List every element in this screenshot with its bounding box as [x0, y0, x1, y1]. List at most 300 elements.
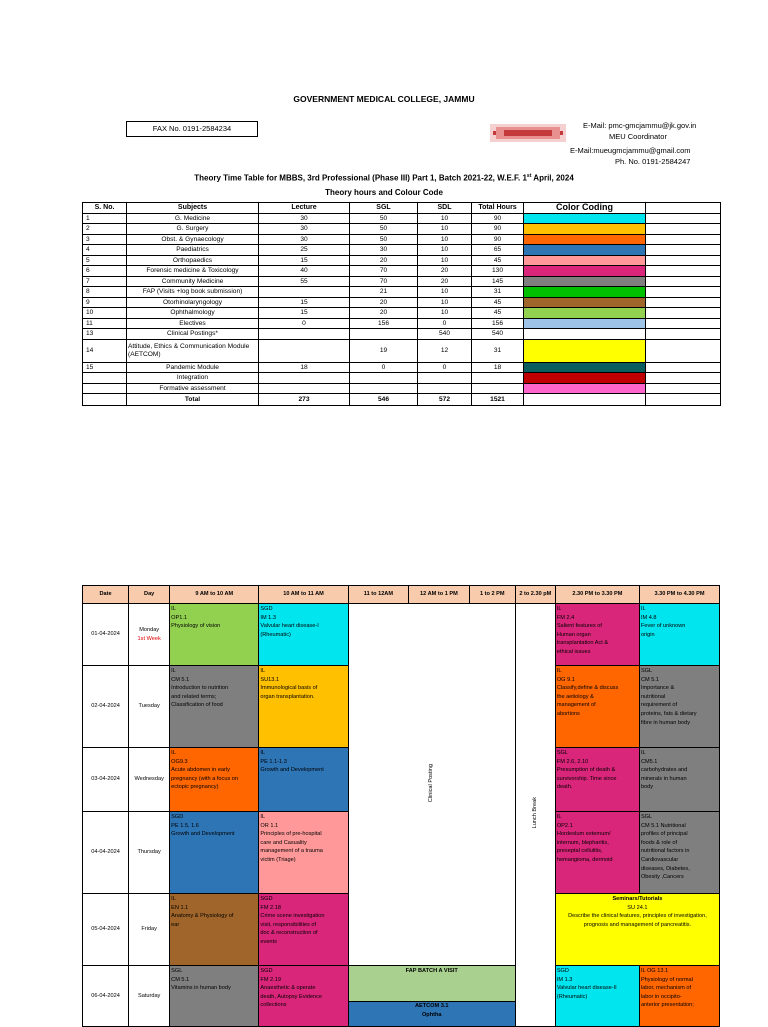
row-subject: Integration: [127, 373, 259, 384]
row-blank: [646, 362, 721, 373]
slot-line: SGD: [260, 606, 273, 612]
color-swatch: [524, 287, 646, 298]
row-sdl: 0: [418, 318, 472, 329]
row-sgl: 50: [350, 224, 418, 235]
row-sno: 14: [83, 339, 127, 362]
row-lecture: 18: [259, 362, 350, 373]
date-cell: 04-04-2024: [83, 812, 129, 894]
row-subject: Attitude, Ethics & Communication Module (AETCOM): [127, 339, 259, 362]
row-total: 45: [472, 297, 524, 308]
college-title: GOVERNMENT MEDICAL COLLEGE, JAMMU: [293, 94, 475, 104]
slot-line: SGD: [260, 968, 273, 974]
slot-line: requirement of: [640, 702, 678, 709]
date-cell: 03-04-2024: [83, 748, 129, 812]
slot-230-330: [555, 812, 639, 894]
row-blank: [646, 373, 721, 384]
slot-line: foods & role of: [640, 839, 678, 846]
slot-line: CM 5.1: [640, 676, 659, 683]
schedule-header-cell: 1 to 2 PM: [469, 586, 515, 604]
header-sno: S. No.: [83, 203, 127, 214]
slot-line: body: [640, 784, 654, 791]
color-swatch: [524, 318, 646, 329]
slot-line: transplantation Act &: [556, 640, 609, 647]
color-swatch: [524, 329, 646, 340]
row-total: [472, 383, 524, 394]
schedule-header-cell: 12 AM to 1 PM: [409, 586, 470, 604]
slot-line: OR 1.1: [260, 822, 279, 829]
color-swatch: [524, 213, 646, 224]
slot-line: nutritional: [640, 693, 666, 700]
row-blank: [646, 318, 721, 329]
row-blank: [646, 383, 721, 394]
slot-line: Immunological basis of: [260, 685, 318, 692]
day-cell: [129, 966, 170, 1027]
row-subject: Ophthalmology: [127, 308, 259, 319]
slot-10-11: [259, 604, 348, 666]
schedule-header-cell: 10 AM to 11 AM: [259, 586, 348, 604]
schedule-header-cell: 3.30 PM to 4.30 PM: [639, 586, 719, 604]
row-total: 90: [472, 224, 524, 235]
slot-line: Physiology of normal: [640, 976, 693, 983]
row-sno: 4: [83, 245, 127, 256]
slot-line: Hordeolum externum/: [556, 831, 611, 838]
day-cell: [129, 666, 170, 748]
row-sgl: [350, 329, 418, 340]
row-sdl: 10: [418, 255, 472, 266]
aetcom-block: [349, 1001, 515, 1026]
slot-line: CM 5.1: [171, 676, 190, 683]
slot-line: IL OG 13.1: [640, 968, 669, 974]
row-sdl: 10: [418, 234, 472, 245]
row-subject: Pandemic Module: [127, 362, 259, 373]
summary-row: [83, 339, 721, 362]
slot-line: IM 1.3: [260, 614, 276, 621]
slot-line: management of: [556, 702, 596, 709]
row-total: 145: [472, 276, 524, 287]
slot-line: FM 2.6, 2.10: [556, 758, 589, 765]
slot-line: IL: [640, 750, 646, 756]
row-sno: 9: [83, 297, 127, 308]
slot-line: IL: [171, 896, 176, 902]
row-sdl: 0: [418, 362, 472, 373]
row-lecture: 0: [259, 318, 350, 329]
slot-line: IL: [171, 606, 176, 612]
color-swatch: [524, 234, 646, 245]
row-sno: 3: [83, 234, 127, 245]
color-swatch: [524, 245, 646, 256]
slot-line: care and Casuality: [260, 839, 307, 846]
slot-line: Anatomy & Physiology of: [171, 913, 234, 920]
row-subject: Obst. & Gynaecology: [127, 234, 259, 245]
slot-10-11: [259, 812, 348, 894]
summary-row: [83, 318, 721, 329]
slot-line: (Rheumatic): [260, 631, 291, 638]
slot-line: EN 1.1: [171, 904, 189, 911]
slot-line: IL: [556, 668, 562, 674]
row-sno: [83, 373, 127, 384]
row-sgl: [350, 373, 418, 384]
slot-line: FM 2.18: [260, 904, 281, 911]
contact-meu: MEU Coordinator: [609, 132, 667, 141]
row-sgl: 20: [350, 308, 418, 319]
slot-line: origin: [640, 631, 655, 638]
color-swatch: [524, 339, 646, 362]
slot-line: FM 2.4: [556, 614, 575, 621]
slot-line: Introduction to nutrition: [171, 685, 229, 692]
row-sgl: 156: [350, 318, 418, 329]
slot-line: SGD: [260, 896, 273, 902]
day-name: Thursday: [137, 849, 161, 856]
day-name: Friday: [141, 926, 157, 933]
row-subject: Otorhinolaryngology: [127, 297, 259, 308]
slot-line: IL: [260, 750, 266, 756]
slot-230-330: [555, 748, 639, 812]
slot-line: Anaesthetic & operate: [260, 985, 316, 992]
row-sdl: 10: [418, 287, 472, 298]
row-sno: 10: [83, 308, 127, 319]
row-sno: [83, 383, 127, 394]
slot-line: IL: [171, 750, 176, 756]
row-sno: 1: [83, 213, 127, 224]
slot-line: pregnancy (with a focus on: [171, 775, 239, 782]
row-blank: [646, 255, 721, 266]
row-subject: Forensic medicine & Toxicology: [127, 266, 259, 277]
slot-line: Salient features of: [556, 623, 602, 630]
day-cell: [129, 748, 170, 812]
header-sdl: SDL: [418, 203, 472, 214]
row-total: 90: [472, 234, 524, 245]
slot-line: organ transplantation.: [260, 693, 315, 700]
timetable-title: Theory Time Table for MBBS, 3rd Professional (Phase III) Part 1, Batch 2021-22, W.E.F. 1st April, 2024: [194, 173, 574, 183]
slot-line: Valvular heart disease-II: [556, 985, 617, 992]
row-sno: 13: [83, 329, 127, 340]
row-sdl: [418, 373, 472, 384]
header-sgl: SGL: [350, 203, 418, 214]
total-hours: 1521: [472, 394, 524, 406]
slot-line: the aetiology &: [556, 693, 594, 700]
row-blank: [646, 297, 721, 308]
fap-visit-aetcom-cell: [348, 966, 515, 1027]
row-sno: 5: [83, 255, 127, 266]
slot-10-11: [259, 894, 348, 966]
slot-line: (Rheumatic): [556, 993, 588, 1000]
slot-9-10: [170, 666, 259, 748]
slot-line: fibre in human body: [640, 719, 691, 726]
slot-line: Fever of unknown: [640, 623, 686, 630]
summary-row: [83, 308, 721, 319]
fax-box: FAX No. 0191-2584234: [126, 121, 258, 137]
date-cell: 02-04-2024: [83, 666, 129, 748]
row-blank: [646, 266, 721, 277]
slot-line: events: [260, 938, 277, 945]
row-sgl: 20: [350, 297, 418, 308]
summary-row: [83, 383, 721, 394]
schedule-header-cell: 11 to 12AM: [348, 586, 409, 604]
summary-total-row: [83, 394, 721, 406]
row-sdl: 10: [418, 297, 472, 308]
summary-row: [83, 362, 721, 373]
total-blank: [646, 394, 721, 406]
row-lecture: 30: [259, 224, 350, 235]
header-lecture: Lecture: [259, 203, 350, 214]
summary-row: [83, 234, 721, 245]
row-sdl: 10: [418, 308, 472, 319]
slot-line: survivorship. Time since: [556, 775, 617, 782]
slot-330-430: [639, 604, 719, 666]
row-sgl: 30: [350, 245, 418, 256]
slot-330-430: [639, 666, 719, 748]
schedule-header-cell: 2.30 PM to 3.30 PM: [555, 586, 639, 604]
row-lecture: 15: [259, 255, 350, 266]
slot-line: ectopic pregnancy): [171, 784, 219, 791]
summary-row: [83, 266, 721, 277]
summary-row: [83, 224, 721, 235]
color-swatch: [524, 383, 646, 394]
row-total: 156: [472, 318, 524, 329]
slot-9-10: [170, 812, 259, 894]
slot-line: SU13.1: [260, 676, 280, 683]
row-subject: Paediatrics: [127, 245, 259, 256]
row-sgl: 21: [350, 287, 418, 298]
aetcom-line: Ophtha: [421, 1011, 442, 1018]
slot-line: OG 9.1: [556, 676, 575, 683]
college-seal-logo: [490, 124, 566, 142]
slot-line: ear: [171, 921, 180, 928]
row-sno: 2: [83, 224, 127, 235]
row-lecture: 40: [259, 266, 350, 277]
row-total: 130: [472, 266, 524, 277]
fap-visit-banner: FAP BATCH A VISIT: [349, 966, 515, 1001]
row-sgl: 19: [350, 339, 418, 362]
total-color: [524, 394, 646, 406]
row-subject: G. Medicine: [127, 213, 259, 224]
color-swatch: [524, 297, 646, 308]
row-sdl: 10: [418, 224, 472, 235]
row-sgl: 50: [350, 213, 418, 224]
slot-line: profiles of principal: [640, 831, 688, 838]
slot-line: PE 1.5, 1.6: [171, 822, 199, 829]
row-lecture: 30: [259, 234, 350, 245]
slot-line: internum, blepharitis,: [556, 839, 609, 846]
theory-hours-table: [82, 202, 721, 406]
slot-line: labor in occipito-: [640, 993, 682, 1000]
row-subject: Formative assessment: [127, 383, 259, 394]
row-lecture: 30: [259, 213, 350, 224]
color-swatch: [524, 255, 646, 266]
date-cell: 06-04-2024: [83, 966, 129, 1027]
slot-line: Principles of pre-hospital: [260, 831, 322, 838]
slot-line: victim (Triage): [260, 856, 296, 863]
slot-line: Physiology of vision: [171, 623, 221, 630]
slot-line: OG9.3: [171, 758, 188, 765]
slot-line: Obesity ,Cancers: [640, 874, 684, 881]
row-blank: [646, 245, 721, 256]
timetable-subtitle: Theory hours and Colour Code: [325, 188, 443, 197]
summary-row: [83, 329, 721, 340]
slot-line: Cardiovascular: [640, 856, 679, 863]
total-sgl: 546: [350, 394, 418, 406]
row-subject: FAP (Visits +log book submission): [127, 287, 259, 298]
slot-line: IM 4.8: [640, 614, 657, 621]
row-lecture: 25: [259, 245, 350, 256]
row-total: 18: [472, 362, 524, 373]
summary-row: [83, 276, 721, 287]
row-total: 540: [472, 329, 524, 340]
row-sgl: 20: [350, 255, 418, 266]
slot-line: and related terms;: [171, 693, 217, 700]
header-subjects: Subjects: [127, 203, 259, 214]
clinical-posting-label: Clinical Posting: [428, 763, 435, 802]
row-sno: 15: [83, 362, 127, 373]
row-lecture: [259, 383, 350, 394]
row-sgl: 70: [350, 276, 418, 287]
row-subject: Clinical Postings*: [127, 329, 259, 340]
aetcom-line: AETCOM 3.1: [414, 1003, 449, 1009]
contact-email2: E-Mail:mueugmcjammu@gmail.com: [570, 146, 691, 155]
weekly-schedule-table: [82, 585, 720, 1027]
color-swatch: [524, 224, 646, 235]
slot-230-330: [555, 604, 639, 666]
slot-9-10: [170, 894, 259, 966]
row-total: 90: [472, 213, 524, 224]
date-cell: 01-04-2024: [83, 604, 129, 666]
day-name: Monday: [139, 626, 160, 633]
row-sdl: 540: [418, 329, 472, 340]
slot-330-430: [639, 812, 719, 894]
slot-9-10: [170, 604, 259, 666]
row-blank: [646, 234, 721, 245]
clinical-posting-block: [348, 604, 515, 966]
row-sgl: 70: [350, 266, 418, 277]
slot-line: Crime scene investigation: [260, 913, 325, 920]
header-total-hours: Total Hours: [472, 203, 524, 214]
slot-line: Presumption of death &: [556, 767, 616, 774]
slot-line: OP1.1: [171, 614, 188, 621]
row-lecture: 55: [259, 276, 350, 287]
row-total: 45: [472, 255, 524, 266]
slot-line: CM 5.1: [171, 976, 190, 983]
row-subject: Community Medicine: [127, 276, 259, 287]
color-swatch: [524, 373, 646, 384]
row-blank: [646, 339, 721, 362]
slot-9-10: [170, 748, 259, 812]
row-sno: 11: [83, 318, 127, 329]
slot-line: Valvular heart disease-I: [260, 623, 319, 630]
day-name: Tuesday: [138, 703, 160, 710]
summary-row: [83, 373, 721, 384]
slot-line: IL: [260, 814, 266, 820]
schedule-row: [83, 604, 720, 666]
day-name: Wednesday: [134, 776, 164, 783]
summary-row: [83, 255, 721, 266]
schedule-header-row: [83, 586, 720, 604]
summary-row: [83, 213, 721, 224]
slot-line: minerals in human: [640, 775, 687, 782]
total-label: Total: [127, 394, 259, 406]
row-blank: [646, 287, 721, 298]
slot-line: SGL: [556, 750, 569, 756]
row-total: 31: [472, 339, 524, 362]
slot-line: IL: [556, 606, 562, 612]
date-cell: 05-04-2024: [83, 894, 129, 966]
lunch-break-label: Lunch Break: [532, 797, 539, 829]
slot-line: proteins, fats & dietary: [640, 710, 697, 717]
seminar-text: Describe the clinical features, principles of investigation, prognosis and management of pancreatitis.: [568, 913, 707, 928]
total-sdl: 572: [418, 394, 472, 406]
row-lecture: [259, 287, 350, 298]
slot-line: SGD: [556, 968, 569, 974]
slot-line: preseptal cellulitis,: [556, 848, 603, 855]
slot-line: labor, mechanism of: [640, 985, 691, 992]
row-sno: 7: [83, 276, 127, 287]
slot-line: FM 2.19: [260, 976, 281, 983]
seminar-code: SU 24.1: [627, 904, 648, 911]
row-lecture: 15: [259, 297, 350, 308]
row-sdl: 20: [418, 266, 472, 277]
row-blank: [646, 329, 721, 340]
row-lecture: [259, 339, 350, 362]
row-subject: Orthopaedics: [127, 255, 259, 266]
row-sgl: 50: [350, 234, 418, 245]
row-lecture: [259, 329, 350, 340]
summary-row: [83, 297, 721, 308]
row-sno: 6: [83, 266, 127, 277]
row-blank: [646, 308, 721, 319]
total-lecture: 273: [259, 394, 350, 406]
row-subject: G. Surgery: [127, 224, 259, 235]
row-blank: [646, 276, 721, 287]
slot-line: PE 1.1-1.3: [260, 758, 287, 765]
slot-line: Importance &: [640, 685, 675, 692]
slot-line: hemangioma, dermoid: [556, 856, 613, 863]
slot-line: Growth and Development: [171, 831, 235, 838]
row-sdl: 20: [418, 276, 472, 287]
slot-line: Classify,define & discuss: [556, 685, 619, 692]
row-total: 65: [472, 245, 524, 256]
schedule-header-cell: Day: [129, 586, 170, 604]
slot-line: IL: [260, 668, 266, 674]
slot-line: IM 1.3: [556, 976, 573, 983]
row-total: 45: [472, 308, 524, 319]
week-note: 1st Week: [137, 635, 161, 642]
row-subject: Electives: [127, 318, 259, 329]
seminar-cell: [555, 894, 719, 966]
slot-10-11: [259, 966, 348, 1027]
slot-line: anterior presentation;: [640, 1002, 694, 1009]
row-blank: [646, 224, 721, 235]
summary-header-row: [83, 203, 721, 214]
slot-line: CM5.1: [640, 758, 658, 765]
slot-line: abortions: [556, 710, 580, 717]
slot-10-11: [259, 748, 348, 812]
header-color-coding: Color Coding: [524, 203, 646, 214]
slot-10-11: [259, 666, 348, 748]
slot-line: IL: [556, 814, 562, 820]
slot-line: SGL: [171, 968, 183, 974]
slot-line: Classification of food: [171, 702, 223, 709]
row-lecture: 15: [259, 308, 350, 319]
row-sdl: 10: [418, 213, 472, 224]
slot-line: Vitamins in human body: [171, 985, 231, 992]
summary-row: [83, 287, 721, 298]
row-total: 31: [472, 287, 524, 298]
slot-line: IL: [171, 668, 176, 674]
contact-phone: Ph. No. 0191-2584247: [615, 157, 691, 166]
schedule-header-cell: 2 to 2.30 pM: [515, 586, 555, 604]
header-blank: [646, 203, 721, 214]
slot-line: death, Autopsy Evidence: [260, 993, 322, 1000]
row-sdl: 12: [418, 339, 472, 362]
